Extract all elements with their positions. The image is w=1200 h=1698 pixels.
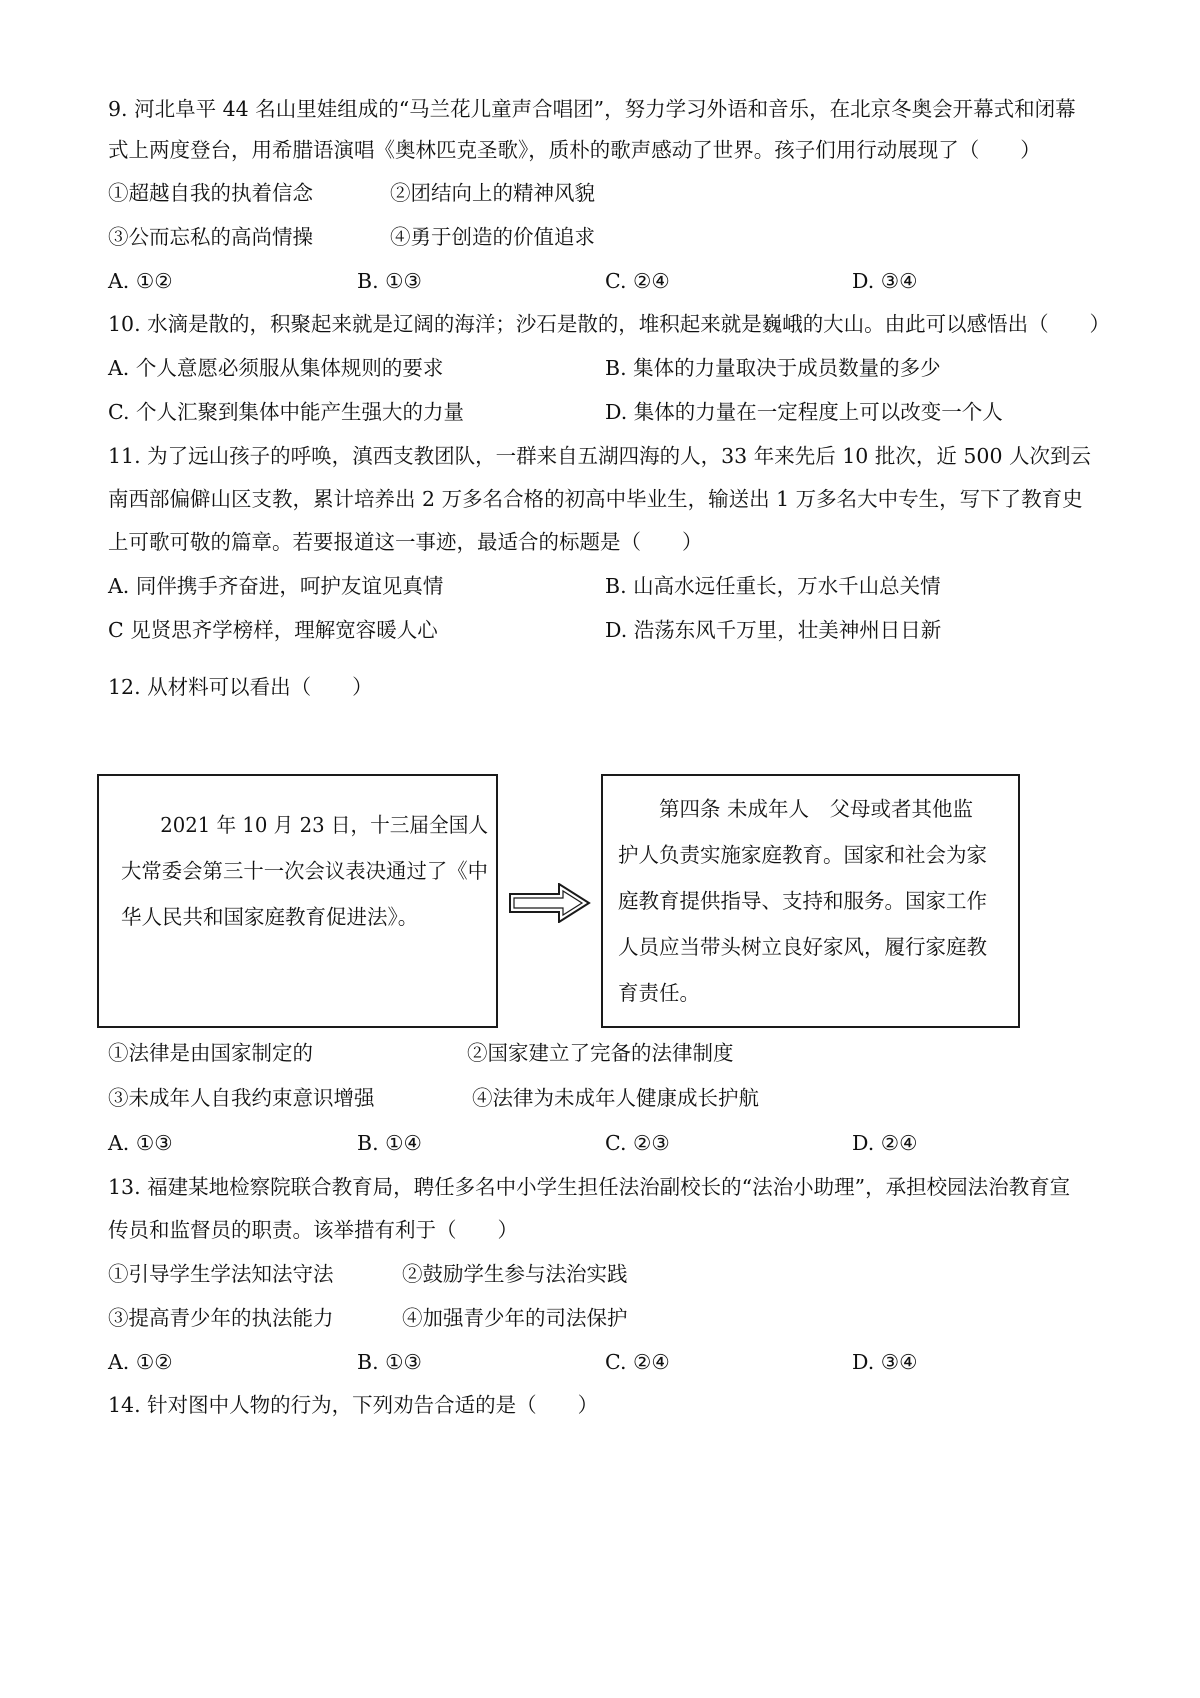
q12-item-4: ④法律为未成年人健康成长护航 — [472, 1086, 759, 1110]
q9-item-4: ④勇于创造的价值追求 — [390, 225, 595, 249]
q10-stem: 10. 水滴是散的，积聚起来就是辽阔的海洋；沙石是散的，堆积起来就是巍峨的大山。由此可以感悟出（ ） — [108, 312, 1111, 336]
q13-choice-d[interactable]: D. ③④ — [852, 1350, 918, 1374]
q9-item-2: ②团结向上的精神风貌 — [390, 181, 595, 205]
q11-choice-c[interactable]: C 见贤思齐学榜样，理解宽容暖人心 — [108, 618, 438, 642]
q13-item-2: ②鼓励学生参与法治实践 — [402, 1262, 628, 1286]
q13-item-3: ③提高青少年的执法能力 — [108, 1306, 334, 1330]
q13-stem-line-2: 传员和监督员的职责。该举措有利于（ ） — [108, 1218, 518, 1242]
q14-stem: 14. 针对图中人物的行为，下列劝告合适的是（ ） — [108, 1393, 599, 1417]
q12-right-line-3: 庭教育提供指导、支持和服务。国家工作 — [618, 889, 987, 913]
q12-choice-c[interactable]: C. ②③ — [605, 1131, 670, 1155]
q10-choice-b[interactable]: B. 集体的力量取决于成员数量的多少 — [605, 356, 941, 380]
q12-choice-b[interactable]: B. ①④ — [357, 1131, 422, 1155]
q12-right-line-4: 人员应当带头树立良好家风，履行家庭教 — [618, 935, 987, 959]
q13-choice-b[interactable]: B. ①③ — [357, 1350, 422, 1374]
q12-choice-a[interactable]: A. ①③ — [108, 1131, 173, 1155]
q9-item-1: ①超越自我的执着信念 — [108, 181, 313, 205]
q10-choice-d[interactable]: D. 集体的力量在一定程度上可以改变一个人 — [605, 400, 1003, 424]
q12-right-line-2: 护人负责实施家庭教育。国家和社会为家 — [618, 843, 987, 867]
q12-material-box-right — [601, 774, 1020, 1028]
q12-item-3: ③未成年人自我约束意识增强 — [108, 1086, 375, 1110]
q10-choice-c[interactable]: C. 个人汇聚到集体中能产生强大的力量 — [108, 400, 464, 424]
q9-stem-line-1: 9. 河北阜平 44 名山里娃组成的“马兰花儿童声合唱团”，努力学习外语和音乐，在北京冬奥会开幕式和闭幕 — [108, 97, 1076, 121]
q13-item-1: ①引导学生学法知法守法 — [108, 1262, 334, 1286]
q13-choice-a[interactable]: A. ①② — [108, 1350, 173, 1374]
q13-item-4: ④加强青少年的司法保护 — [402, 1306, 628, 1330]
q12-left-line-1: 2021 年 10 月 23 日，十三届全国人 — [121, 813, 489, 837]
q11-choice-b[interactable]: B. 山高水远任重长，万水千山总关情 — [605, 574, 941, 598]
q11-stem-line-3: 上可歌可敬的篇章。若要报道这一事迹，最适合的标题是（ ） — [108, 530, 703, 554]
q12-stem: 12. 从材料可以看出（ ） — [108, 675, 373, 699]
q11-stem-line-1: 11. 为了远山孩子的呼唤，滇西支教团队，一群来自五湖四海的人，33 年来先后 10 批次，近 500 人次到云 — [108, 444, 1091, 468]
q12-item-2: ②国家建立了完备的法律制度 — [467, 1041, 734, 1065]
q9-choice-d[interactable]: D. ③④ — [852, 269, 918, 293]
q9-choice-c[interactable]: C. ②④ — [605, 269, 670, 293]
q12-material-box-left — [97, 774, 498, 1028]
q13-choice-c[interactable]: C. ②④ — [605, 1350, 670, 1374]
q12-right-line-1: 第四条 未成年人 父母或者其他监 — [618, 797, 974, 821]
q9-item-3: ③公而忘私的高尚情操 — [108, 225, 313, 249]
q9-choice-a[interactable]: A. ①② — [108, 269, 173, 293]
right-arrow-icon — [509, 883, 591, 923]
q11-stem-line-2: 南西部偏僻山区支教，累计培养出 2 万多名合格的初高中毕业生，输送出 1 万多名大中专生，写下了教育史 — [108, 487, 1083, 511]
q11-choice-a[interactable]: A. 同伴携手齐奋进，呵护友谊见真情 — [108, 574, 444, 598]
q9-stem-line-2: 式上两度登台，用希腊语演唱《奥林匹克圣歌》，质朴的歌声感动了世界。孩子们用行动展现了（ ） — [108, 138, 1041, 162]
q10-choice-a[interactable]: A. 个人意愿必须服从集体规则的要求 — [108, 356, 444, 380]
q12-left-line-3: 华人民共和国家庭教育促进法》。 — [121, 905, 419, 929]
q11-choice-d[interactable]: D. 浩荡东风千万里，壮美神州日日新 — [605, 618, 942, 642]
q12-item-1: ①法律是由国家制定的 — [108, 1041, 313, 1065]
q13-stem-line-1: 13. 福建某地检察院联合教育局，聘任多名中小学生担任法治副校长的“法治小助理”，承担校园法治教育宣 — [108, 1175, 1071, 1199]
q12-right-line-5: 育责任。 — [618, 981, 700, 1005]
q12-left-line-2: 大常委会第三十一次会议表决通过了《中 — [121, 859, 489, 883]
q9-choice-b[interactable]: B. ①③ — [357, 269, 422, 293]
q12-choice-d[interactable]: D. ②④ — [852, 1131, 918, 1155]
